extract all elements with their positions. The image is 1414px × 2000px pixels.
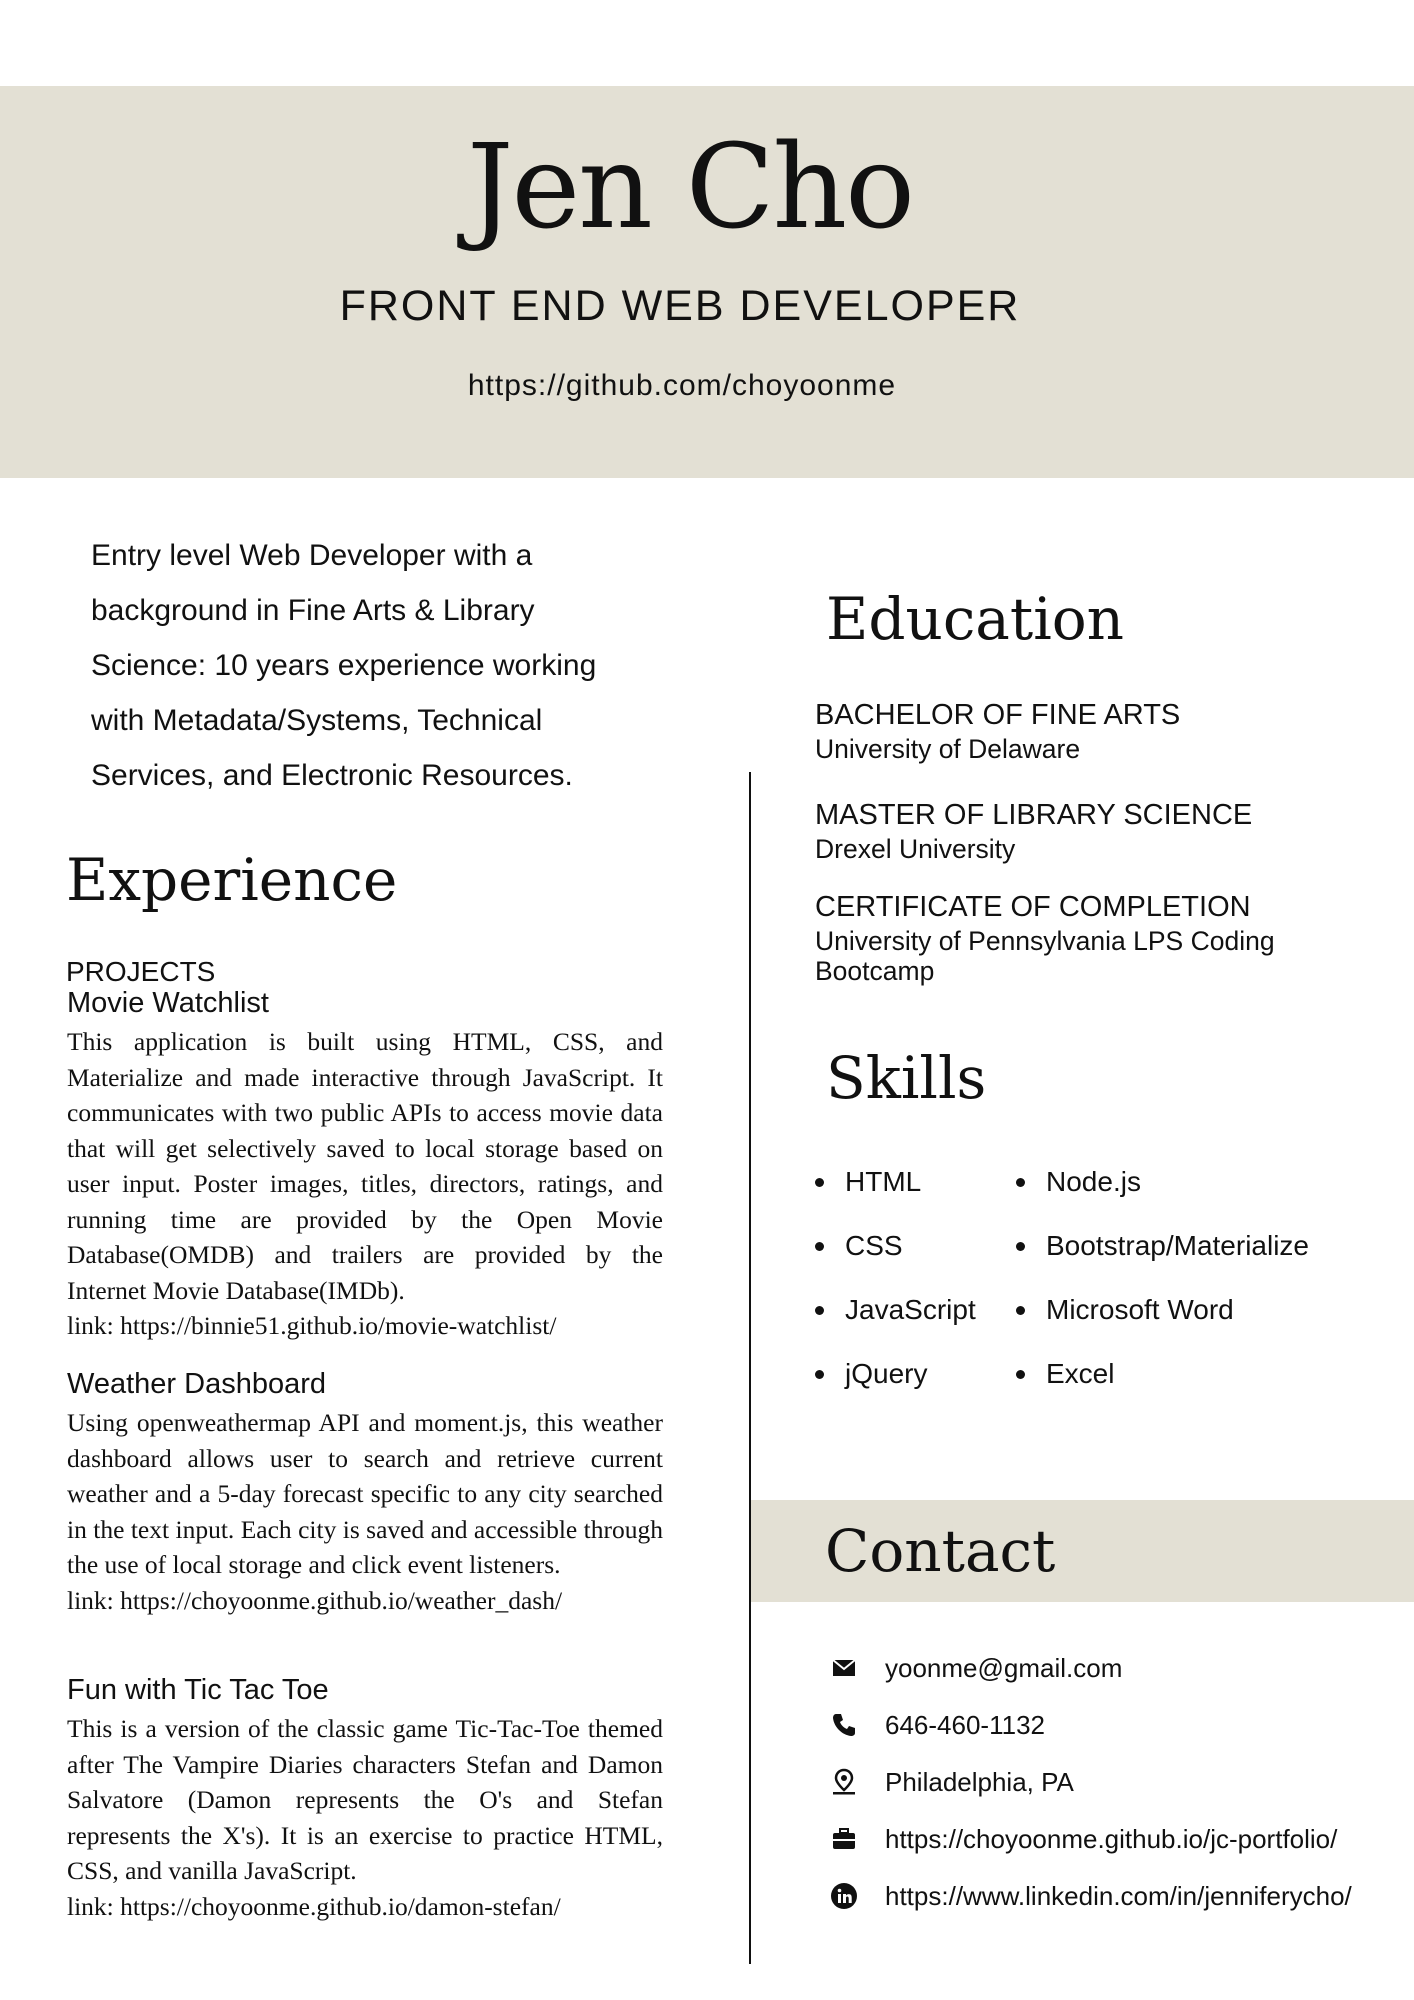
project-movie-watchlist — [67, 984, 663, 1344]
project-weather-dashboard — [67, 1365, 663, 1618]
projects-label: PROJECTS — [66, 956, 216, 987]
location-pin-icon — [830, 1768, 858, 1796]
contact-text: Philadelphia, PA — [885, 1767, 1074, 1797]
project-tic-tac-toe — [67, 1671, 663, 1924]
github-link[interactable]: https://github.com/choyoonme — [467, 369, 897, 402]
candidate-name: Jen Cho — [466, 120, 914, 255]
envelope-icon — [830, 1654, 858, 1682]
education-item — [815, 796, 1375, 864]
contact-text: 646-460-1132 — [885, 1710, 1045, 1740]
contact-text[interactable]: https://www.linkedin.com/in/jenniferycho/ — [885, 1881, 1352, 1911]
experience-heading: Experience — [66, 846, 398, 914]
skills-list-column-1 — [815, 1150, 976, 1406]
education-item — [815, 696, 1375, 764]
skills-list-column-2 — [1016, 1150, 1309, 1406]
linkedin-icon — [830, 1882, 858, 1910]
column-divider — [749, 772, 751, 1964]
education-school: University of Delaware — [815, 734, 1081, 764]
skill-item: JavaScript — [815, 1278, 976, 1342]
skill-item: Excel — [1016, 1342, 1309, 1406]
skill-item: HTML — [815, 1150, 976, 1214]
education-heading: Education — [826, 585, 1125, 653]
project-description: Using openweathermap API and moment.js, this weather dashboard allows user to search and retrieve current weather and a 5-day forecast specific to any city searched in the text input. Each city is saved and accessible through the use of local storage and click event listeners. — [67, 1408, 663, 1579]
project-link[interactable]: link: https://choyoonme.github.io/damon-stefan/ — [67, 1891, 561, 1921]
contact-text[interactable]: https://choyoonme.github.io/jc-portfolio/ — [885, 1824, 1338, 1854]
contact-text[interactable]: yoonme@gmail.com — [885, 1653, 1123, 1683]
skill-item: Bootstrap/Materialize — [1016, 1214, 1309, 1278]
job-title: FRONT END WEB DEVELOPER — [339, 282, 1021, 330]
education-degree: BACHELOR OF FINE ARTS — [815, 699, 1181, 731]
project-title: Movie Watchlist — [67, 987, 269, 1019]
skill-item: Microsoft Word — [1016, 1278, 1309, 1342]
project-description: This is a version of the classic game Tic-Tac-Toe themed after The Vampire Diaries characters Stefan and Damon Salvatore (Damon represents the O's and Stefan represents the X's). It is an exercise to practice HTML, CSS, and vanilla JavaScript. — [67, 1714, 663, 1885]
education-degree: CERTIFICATE OF COMPLETION — [815, 891, 1251, 923]
education-school: Drexel University — [815, 834, 1016, 864]
education-degree: MASTER OF LIBRARY SCIENCE — [815, 799, 1253, 831]
contact-heading: Contact — [825, 1517, 1056, 1585]
briefcase-icon — [830, 1825, 858, 1853]
project-link[interactable]: link: https://binnie51.github.io/movie-watchlist/ — [67, 1311, 557, 1340]
project-link[interactable]: link: https://choyoonme.github.io/weather_dash/ — [67, 1585, 563, 1615]
project-title: Fun with Tic Tac Toe — [67, 1674, 329, 1706]
summary-text: Entry level Web Developer with a background in Fine Arts & Library Science: 10 years experience working with Metadata/Systems, Technical Services, and Electronic Resources. — [91, 539, 597, 792]
skill-item: CSS — [815, 1214, 976, 1278]
project-description: This application is built using HTML, CSS, and Materialize and made interactive through JavaScript. It communicates with two public APIs to access movie data that will get selectively saved to local storage based on user input. Poster images, titles, directors, ratings, and running time are provided by the Open Movie Database(OMDB) and trailers are provided by the Internet Movie Database(IMDb). — [67, 1027, 663, 1305]
skill-item: jQuery — [815, 1342, 976, 1406]
skill-item: Node.js — [1016, 1150, 1309, 1214]
skills-heading: Skills — [826, 1044, 987, 1112]
education-school: University of Pennsylvania LPS Coding Bootcamp — [815, 926, 1275, 986]
project-title: Weather Dashboard — [67, 1368, 327, 1400]
phone-icon — [830, 1711, 858, 1739]
education-item — [815, 888, 1375, 986]
